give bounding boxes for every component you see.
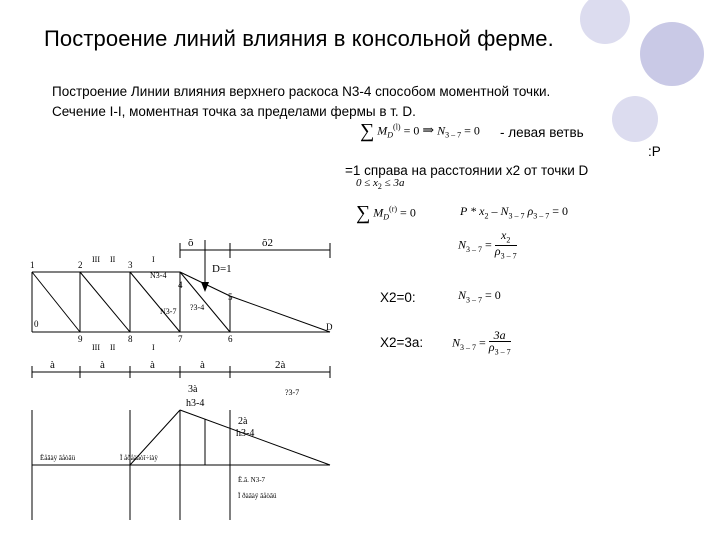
dim-top-x: õ: [188, 237, 194, 249]
bay-label-4: à: [200, 359, 205, 371]
angle-label-37: ?3-7: [285, 388, 300, 397]
inf-3a: 3à: [188, 384, 198, 395]
node-label-4: 4: [178, 280, 183, 290]
formula-sum-right: ∑ $M_D^{(r)} = 0$: [356, 202, 416, 224]
bay-label-1: à: [50, 359, 55, 371]
node-label-9: 9: [78, 334, 83, 344]
member-label-n37: N3-7: [160, 307, 177, 316]
p-equals-text: =1 справа на расстоянии х2 от точки D: [345, 163, 589, 178]
member-label-n34: N3-4: [150, 271, 167, 280]
section-label-iii-top: III: [92, 255, 100, 264]
section-label-i-bottom: I: [152, 343, 155, 352]
node-label-d: D: [326, 322, 333, 332]
bay-label-3: à: [150, 359, 155, 371]
p-mark: :P: [648, 144, 661, 159]
bay-label-2: à: [100, 359, 105, 371]
formula-sum-left: ∑ $M_D^{(l)} = 0$ ⇒ $N_{3 - 7} = 0$: [360, 120, 480, 142]
formula-n-fraction: $N_{3 - 7}$ = $\frac{x_2}{\rho_{3 - 7}}$: [458, 228, 517, 261]
node-label-8: 8: [128, 334, 133, 344]
left-branch-label: - левая ветвь: [500, 125, 584, 140]
right-text: Ë.â. N3-7: [238, 476, 266, 484]
formula-n-zero: $N_{3 - 7} = 0$: [458, 288, 501, 305]
inf-h34-b: h3-4: [236, 428, 255, 439]
section-label-ii-bottom: II: [110, 343, 116, 352]
dim-top-x2: õ2: [262, 237, 273, 249]
text-line-2: Сечение I-I, моментная точка за пределами фермы в т. D.: [52, 104, 416, 119]
node-label-5: 5: [228, 292, 233, 302]
formula-moment: P * $x_2 - N_{3 - 7}$ $\rho_{3 - 7} = 0$: [460, 204, 569, 221]
node-label-2: 2: [78, 260, 83, 270]
node-label-0: 0: [34, 319, 39, 329]
inf-2a: 2à: [238, 416, 248, 427]
x2-zero-label: Х2=0:: [380, 290, 416, 305]
right-branch-text: Ï ðàâàÿ âåòâü: [238, 492, 277, 500]
left-branch-text: Ëåâàÿ âåòâü: [40, 454, 76, 462]
x2-3a-label: Х2=3а:: [380, 335, 424, 350]
slide-title: Построение линий влияния в консольной ферме.: [44, 26, 554, 51]
text-line-1: Построение Линии влияния верхнего раскоса N3-4 способом моментной точки.: [52, 84, 551, 99]
transfer-text: Ï åðåäàòî÷íàÿ: [120, 454, 158, 462]
load-label: D=1: [212, 263, 232, 275]
section-label-i-top: I: [152, 255, 155, 264]
inf-h34: h3-4: [186, 398, 205, 409]
bay-label-5: 2à: [275, 359, 286, 371]
section-label-ii-top: II: [110, 255, 116, 264]
angle-label-34: ?3-4: [190, 303, 205, 312]
node-label-3: 3: [128, 260, 133, 270]
formula-n-3a: $N_{3 - 7}$ = $\frac{3a}{\rho_{3 - 7}}$: [452, 328, 511, 357]
node-label-7: 7: [178, 334, 183, 344]
node-label-6: 6: [228, 334, 233, 344]
formula-range: $0 \le x_2 \le 3a$: [356, 177, 405, 192]
node-label-1: 1: [30, 260, 35, 270]
section-label-iii-bottom: III: [92, 343, 100, 352]
